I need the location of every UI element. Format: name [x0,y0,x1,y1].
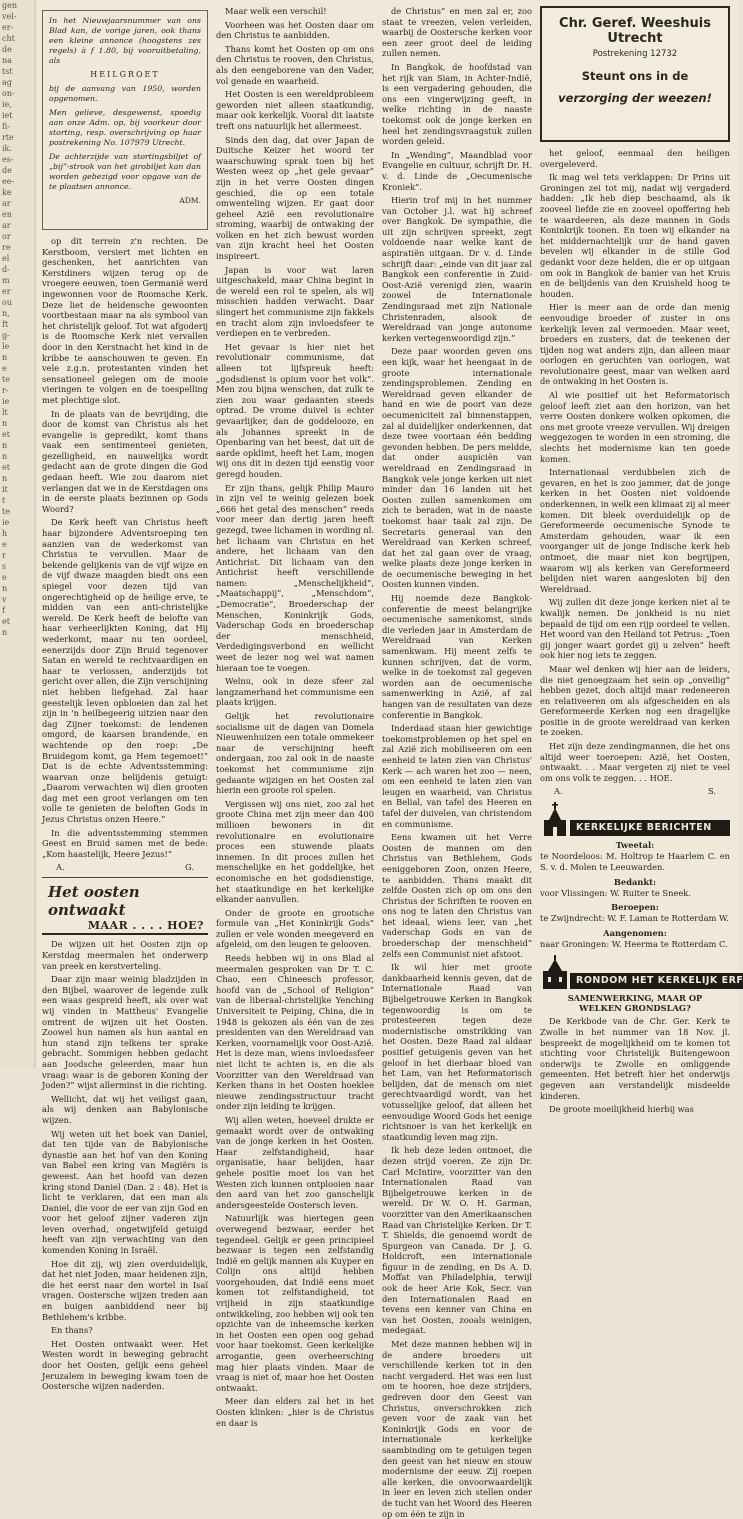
paragraph: Sinds den dag, dat over Japan de Duitsche Keizer het woord ter waarschuwing sprak toen bij het Westen weez op „het gele gevaar” zijn in het verre Oosten dingen geschied, die op een totale omwenteling wijzen. Er gaat door geheel Azië een revolutionaire stroming, waarbij de ontwaking der volken en het zich bewust worden van zijn kracht heel het Oosten inspireert. [216,134,374,262]
paragraph: Wij zullen dit deze jonge kerken niet al te kwalijk nemen. De jonkheid is nu niet bepaald de tijd om een rijp oordeel te vellen. Het woord van den Heiland tot Petrus: „Toen gij jonger waart gordet gij u zelven” heeft ook hier nog iets te zeggen. [540,597,730,661]
edge-fragment: it [2,485,8,494]
edge-fragment: rte [2,133,14,142]
edge-fragment: fi- [2,122,11,131]
paragraph: Het Oosten ontwaakt weer. Het Westen wordt in beweging gebracht door het Oosten, gelijk eens geheel Jeruzalem in beweging kwam toen de Oostersche wijzen naderden. [42,1338,208,1392]
edge-fragment: ie [2,518,10,527]
paragraph: Hij noemde deze Bangkok-conferentie de meest belangrijke oecumenische samenkomst, sinds die verleden jaar in Amsterdam de Wereldraad van Kerken samenkwam. Hij meent zelfs te kunnen schrijven, dat de vorm, welke in de toekomst zal gegeven worden aan de oecumenische samenwerking in Azië, af zal hangen van de resultaten van deze conferentie in Bangkok. [382,593,532,720]
edge-fragment: et [2,463,10,472]
paragraph: Internationaal verdubbelen zich de gevaren, en het is zoo jammer, dat de jonge kerken in het Oosten niet voldoende onderkennen, in welk een klimaat zij al meer komen. Dit bleek overduidelijk op de Gereformeerde oecumenische Synode te Amsterdam gehouden, waar ik een voorganger uit de jonge Indische kerk heb ontmoet, die maar niet kon begrijpen, waarom wij als kerken van Gereformeerd belijden niet waren aangesloten bij den Wereldraad. [540,467,730,594]
edge-fragment: er- [2,23,14,32]
edge-fragment: ik. [2,144,12,153]
paragraph: De Kerk heeft van Christus heeft haar bijzondere Adventsroeping ten aanzien van de wederkomst van Christus te vervullen. Maar de bekende gelijkenis van de vijf wijze en de vijf dwaze maagden biedt ons een spiegel voor dezen tijd van ongerechtigheid op de heilige erve, te midden van een anti-christelijke wereld. De Kerk heeft de belofte van haar verheerlijkten Koning, dat Hij wederkomt, maar nu ten oordeel, eenerzijds door Zijn Bruid tegenover Satan en wereld te rechtvaardigen en haar te verlossen, anderzijds tot gericht over allen, die Zijn verschijning niet hebben liefgehad. Zal haar geestelijk leven opbloeien dan zal het zijn in 'n heilbegeerig uitzien naar den dag Zijner toekomst: de lendenen omgord, de kaarsen brandende, en wachtende op den roep: „De Bruidegom komt, ga Hem tegemoet!” Dat is de echte Adventsstemming: waarvan onze belijdenis getuigt: „Daarom verwachten wij dien grooten dag met een groot verlangen om ten volle te genieten de beloften Gods in Jezus Christus onzen Heere.” [42,517,208,825]
edge-fragment: n [2,353,8,362]
paragraph: Thans komt het Oosten op om ons den Christus te rooven, den Christus, als den eengeborene van den Vader, vol genade en waarheid. [216,43,374,86]
edge-fragment: h [2,529,8,538]
edge-fragment: n [2,584,8,593]
edge-fragment: d- [2,265,10,274]
weeshuis-name: Chr. Geref. Weeshuis [559,16,711,31]
paragraph: Wellicht, dat wij het veiligst gaan, als wij denken aan Babylonische wijzen. [42,1093,208,1125]
edge-fragment: et [2,430,10,439]
advent-signature [42,862,208,872]
paragraph: Ik wil hier met groote dankbaarheid kennis geven, dat de Internationale Raad van Bijbelgetrouwe Kerken in Bangkok tegenwoordig is om te protesteeren tegen deze modernistische omstrikking van het Oosten. Deze Raad zal aldaar positief getuigenis geven van het geloof in het dierbaar bloed van het Lam, van het Reformatorisch belijden, dat de mensch om niet gerechtvaardigd wordt, van het votusselijke geloof, dat alleen het eenvoudige Woord Gods het eenige richtsnoer is van het kerkelijk en staatkundig leven mag zijn. [382,962,532,1142]
edge-fragment: ie [2,397,10,406]
kerkelijke-berichten [540,840,730,949]
paragraph: op dit terrein z'n rechten. De Kerstboom, versiert met lichten en geschenken, het aanrichten van Kerstdiners wijzen terug op de vroegere eeuwen, toen Germanië werd ingewonnen voor de Roomsche Kerk. Deze liet de heidensche gewoonten voortbestaan maar na als symbool van het christelijk geloof. Tot wat afgoderij is de Roomsche Kerk niet vervallen door in den Kerstnacht het kind in de kribbe te aanschouwen te geven. En vele z.g.n. protestanten vinden het sensationeel gelegen om de mooie vieringen te volgen en de toespelling met plechtige slot. [42,236,208,405]
article-title: Het oosten ontwaakt [48,883,140,920]
paragraph: Het zijn deze zendingmannen, die het ons altijd weer toeroepen: Azië, het Oosten, ontwaakt. . . Maar vergeten zij niet te veel om ons volk te zeggen. . . HOE. [540,741,730,783]
weeshuis-city: Utrecht [607,31,663,46]
edge-fragment: iet [2,111,13,120]
paragraph: Hierin trof mij in het nummer van October j.l. wat hij schreef over Bangkok. De sympathie, die uit zijn schrijven spreekt, zegt voldoende naar welke kant de aspiratiën uitgaan. Dr v. d. Linde schrijft daar: „einde van dit jaar zal Bangkok een conferentie in Zuid-Oost-Azië verenigd zien, waarin zoowel de Internationale Zendingsraad met zijn Nationale Christenraden, alsook de Wereldraad van jonge autonome kerken vertegenwoordigd zijn.” [382,195,532,343]
paragraph: In Bangkok, de hoofdstad van het rijk van Siam, in Achter-Indië, is een vergadering gehouden, die ons een vingerwijzing geeft, in welke richting in de naaste toekomst ook de jonge kerken en heel het zendingsvraagstuk zullen worden geleid. [382,61,532,147]
paragraph: de Christus” en men zal er, zoo staat te vreezen, velen verleiden, waarbij de Oostersche kerken voor een zeer groot deel de leiding zullen nemen. [382,6,532,59]
edge-fragment: lt [2,408,8,417]
signature-initial: G. [185,862,194,873]
paragraph: En thans? [51,1325,93,1336]
paragraph: Eens kwamen uit het Verre Oosten de mannen om den Christus van Bethlehem, Gods eeniggeboren Zoon, onzen Heere, te aanbidden. Thans maakt dit zelfde Oosten zich op om ons den Christus der Schriften te rooven en ons nog te laten den Christus van het ideaal, wiens leer, van „het vaderschap Gods en van de broederschap der menschheid” zelfs een Communist niet afstoot. [382,832,532,959]
edge-fragment: vel- [2,12,17,21]
column-2 [216,6,374,1428]
oosten-signature [540,786,730,796]
church-icon [540,955,570,989]
notice-text-3: Men gelieve, desgewenst, spoedig aan onze Adm. op, bij voorkeur door storting, resp. overschrijving op haar postrekening No. 107979 Utrecht. [49,108,201,147]
weeshuis-advertisement [540,6,730,142]
paragraph: Wij weten uit het boek van Daniel, dat ten tijde van de Babylonische dynastie aan het hof van den Koning van Babel een kring van Magiërs is geweest. Aan het hoofd van dezen kring stond Daniel (Dan. 2 : 48). Het is licht te verklaren, dat een man als Daniel, die voor de eer van zijn God en voor het geloof zijner vaderen zijn leven overhad, ongetwijfeld getuigd heeft van zijn verwachting van den komenden Koning in Israël. [42,1128,208,1256]
paragraph: Met deze mannen hebben wij in de andere broeders uit verschillende kerken tot in den nacht vergaderd. Het was een lust om te hooren, hoe deze strijders, gedreven door den Geest van Christus, onverschrokken zich geven voor de zaak van het Koninkrijk Gods en voor de internationale kerkelijke saambinding om te getuigen tegen den geest van het nieuw en stouw modernisme der eeuw. Zij roepen alle kerken, die onvoorwaardelijk in leer en leven zich stellen onder de tucht van het Woord des Heeren op om één te zijn in [382,1339,532,1519]
paragraph: Reeds hebben wij in ons Blad al meermalen gesproken van Dr T. C. Chao, een Chineesch professor, hoofd van de „School of Religion” van de liberaal-christelijke Yenching Universiteit te Peiping, China, die in 1948 is gekozen als één van de zes presidenten van den Wereldraad van Kerken, voornamelijk voor Oost-Azië. Het is deze man, wiens invloedssfeer niet licht te achten is, en die als Voorzitter van den Wereldraad van Kerken thans in het Oosten hoeklee nieuwe zendingsstructuur tracht onder zijn leiding te krijgen. [216,953,374,1112]
headline-line: SAMENWERKING, MAAR OP [567,993,703,1004]
paragraph: Meer dan elders zal het in het Oosten klinken: „hier is de Christus en daar is [216,1396,374,1428]
edge-fragment: n [2,474,8,483]
paragraph: Daar zijn maar weinig bladzijden in den Bijbel, waarover de legende zulk een waas gespreid heeft, als over wat wij vinden in Mattheus' Evangelie omtrent de wijzen uit het Oosten. Zoowel hun namen als hun aantal en hun stand zijn telkens ter sprake gebracht. Sommigen hebben gedacht aan Joodsche geleerden, maar hun vraag: waar is de geboren Koning der Joden?” wijst allerminst in die richting. [42,974,208,1091]
edge-fragment: et [2,617,10,626]
weeshuis-appeal-2: verzorging der weezen! [558,91,712,105]
paragraph: Hoe dit zij, wij zien overduidelijk, dat het niet Joden, maar heidenen zijn, die het eerst naar den wortel in Isaï vragen. Oostersche wijzen treden aan en buigen aanbiddend neer bij Bethlehem's kribbe. [42,1258,208,1322]
heading-beroepen: Beroepen: [611,902,659,913]
column-4 [540,6,743,1115]
edge-fragment: re [2,243,11,252]
headline-line: WELKEN GRONDSLAG? [579,1003,691,1014]
edge-fragment: f [2,606,5,615]
edge-fragment: de [2,45,12,54]
edge-fragment: s [2,562,7,571]
edge-fragment: n, [2,309,10,318]
paragraph: Er zijn thans, gelijk Philip Mauro in zijn vel te weinig gelezen boek „666 het getal des menschen” reeds voor meer dan dertig jaren heeft gezegd, twee lichamen in wording nl. het lichaam van Christus en het andere, het lichaam van den Antichrist. Dit lichaam van den Antichrist heeft verschillende namen: „Menschelijkheid”, „Maatschappij”, „Menschdom”, „Democratie”, Broederschap der Menschen, Koninkrijk Gods, Vaderschap Gods en broederschap der menschheid, Verdedigingsverbond en wellicht weet de lezer nog wel wat namen hieraan toe te voegen. [216,482,374,673]
edge-fragment: or [2,232,11,241]
edge-fragment: ft [2,320,9,329]
entry-tweetal: te Noordeloos: M. Holtrop te Haarlem C. en S. v. d. Molen te Leeuwarden. [540,851,730,873]
annonce-notice-box [42,10,208,230]
notice-text-4: De achterzijde van stortingsbiljet of „bij”-strook van het girobiljet kan dan worden gebezigd voor opgave van de te plaatsen annonce. [49,152,201,191]
edge-fragment: on- [2,89,15,98]
paragraph: Gelijk het revolutionaire socialisme uit de dagen van Domela Nieuwenhuizen een totale ommekeer naar de verschijning heeft ondergaan, zoo zal ook in de naaste toekomst het communisme zijn gedaante wijzigen en het Oosten zal hierin een groote rol spelen. [216,711,374,796]
edge-fragment: v [2,595,7,604]
paragraph: Ik mag wel tets verklappen: Dr Prins uit Groningen zei tot mij, nadat wij vergaderd hadden: „Ik heb diep beschaamd, als ik zooveel liefde zie en zooveel opoffering heb te waardeeren, als deze mannen in Gods Koninkrijk toonen. En toen wij elkander na het middernachtelijk uur de hand gaven bevelen wij elkander in de stille God gedankt voor deze helden, die er op uitgaan om ook in Bangkok de banier van het Kruis en de belijdenis van den Kruisheld hoog te houden. [540,172,730,299]
church-icon [540,802,570,836]
edge-fragment: n [2,452,8,461]
column-3 [382,6,532,1519]
paragraph: Ik heb deze leden ontmoet, die dezen strijd voeren. Ze zijn Dr. Carl McIntire, voorzitter van den Internationalen Raad van Bijbelgetrouwe kerken in de wereld. Dr W. O. H. Garman, voorzitter van den Amerikaanschen Raad van Christelijke Kerken. Dr T. T. Shields, die genoemd wordt de Spurgeon van Canada. Dr J. G. Holdcroft, een internationale figuur in de zending, en Ds A. D. Moffat van Philadelphia, terwijl ook de heer Arie Kok, Secr. van den Internationalen Raad en tevens een kenner van China en van het Oosten, zooals weinigen, medegaat. [382,1145,532,1336]
edge-fragment: e [2,573,7,582]
edge-fragment: ar [2,221,11,230]
heading-bedankt: Bedankt: [613,876,657,887]
paragraph: Maar wel denken wij hier aan de leiders, die niet genoegzaam het sein op „onveilig” hebben gezet, doch altijd maar redeneeren en relativeeren om als afgescheiden en als Gereformeerde Kerken nog een dragelijke positie in de groote wereldraad van kerken te zoeken. [540,663,730,738]
entry-aangenomen: naar Groningen: W. Heerma te Rotterdam C. [540,938,728,949]
advent-article-body [42,236,208,859]
paragraph: Hier is meer aan de orde dan menig eenvoudige broeder of zuster in ons kerkelijk leven zal vermoeden. Maar weet, broeders en zusters, dat de teekenen der tijden nog wat anders zijn, dan alleen maar oorlogen en geruchten van oorlogen, wat revolutionaire geest, maar van welken aard de ontwaking in het Oosten is. [540,302,730,387]
notice-signature: ADM. [179,196,201,205]
article-subtitle: MAAR . . . . HOE? [42,919,208,935]
edge-fragment: r- [2,386,9,395]
edge-fragment: n [2,419,8,428]
page-fold [34,0,37,1068]
paragraph: Voorheen was het Oosten daar om den Christus te aanbidden. [216,19,374,41]
edge-fragment: ou [2,298,12,307]
edge-fragment: el [2,254,10,263]
paragraph: Het gevaar is hier niet het revolutionair communisme, dat alleen tot lijfspreuk heeft: „godsdienst is opium voor het volk”. Men zou bijna wenschen, dat zulk te zien zou waar gedaanten steeds optrad. De vrome duivel is echter gevaarlijker, dan de goddelooze, en als Johannes spreekt in de Openbaring van het beest, dat uit de aarde opklimt, heeft het Lam, mogen wij ons dit in dezen tijd eenstig voor geregd houden. [216,341,374,479]
paragraph: Natuurlijk was hiertegen geen overwegend bezwaar, eerder het tegendeel. Gelijk er geen principieel bezwaar is tegen een zelfstandig Indië en gelijk mannen als Kuyper en Colijn ons altijd hebben voorgehouden, dat Indië eens moet komen tot zelfstandigheid, tot vrijheid in zijn staatkundige ontwikkeling, zoo hebben wij ook ten opzichte van de inheemsche kerken in het Oosten een open oog gehad voor haar toekomst. Geen kerkelijke arrogantie, geen overheersching mag hier plaats vinden. Maar de vraag is niet of, maar hoe het Oosten ontwaakt. [216,1213,374,1393]
paragraph: De Kerkbode van de Chr. Ger. Kerk te Zwolle in het nummer van 18 Nov. jl. bespreekt de mogelijkheid om te komen tot stichting voor Christelijk Buitengewoon onderwijs te Zwolle en omliggende gemeenten. Het betreft hier het onderwijs gegeven aan verstandelijk misdeelde kinderen. [540,1016,730,1101]
notice-text-2: bij de aanvang van 1950, worden opgenomen. [49,84,201,103]
column-1 [42,6,208,1392]
edge-fragment: de [2,166,12,175]
rondom-headline [540,993,730,1013]
edge-fragment: ke [2,188,12,197]
edge-fragment: r [2,551,6,560]
paragraph: Deze paar woorden geven ons een kijk, waar het heengaat in de groote internationale zendingsproblemen. Zending en Wereldraad geven elkander de hand en wie de poort van deze oecumeniciteit zal binnenstappen, zal al duidelijker onderkennen, dat deze twee voortaan één bedding gevonden hebben. De pers meldde, dat onder auspiciën van wereldraad en Zendingsraad in Bangkok vele jonge kerken uit niet minder dan 16 landen uit het Oosten zullen samenkomen om zich te beraden, wat in de naaste toekomst haar taak zal zijn. De Secretaris generaal van den Wereldraad van Kerken schreef, dat het zal gaan over de vraag, welke plaats deze jonge kerken in de oecumenische beweging in het Oosten kunnen vinden. [382,346,532,590]
banner-label: RONDOM HET KERKELIJK ERF [570,973,743,989]
paragraph: Het Oosten is een wereldprobleem geworden niet alleen staatkundig, maar ook kerkelijk. Vooral dit laatste treft ons natuurlijk het allermeest. [216,89,374,131]
paragraph: In de plaats van de bevrijding, die door de komst van Christus als het evangelie is gepredikt, komt thans vaak een sentimenteel genieten, gezelligheid, en nauwelijks wordt gedacht aan de grote dingen die God gedaan heeft. Wie zou daarom niet verlangen dat we in de Kerstdagen ons in de eerste plaats bezinnen op Gods Woord? [42,408,208,514]
edge-fragment: en [2,210,12,219]
edge-fragment: ee- [2,177,15,186]
notice-text-1: In het Nieuwjaarsnummer van ons Blad kan, de vorige jaren, ook thans een kleine annonce (hoogstens zes regels) à f 1.80, bij vooruitbetaling, als [49,16,201,65]
edge-fragment: g- [2,331,10,340]
paragraph: Onder de groote en grootsche formule van „Het Koninkrijk Gods” zullen er vele wonden meegeverd en afgeleid, om den leugen te gelooven. [216,907,374,950]
edge-fragment: n [2,628,8,637]
edge-fragment: er [2,287,11,296]
paragraph: Inderdaad staan hier gewichtige toekomstproblemen op het spel en zal Azië zich mobiliseeren om een eenheid te laten zien van Christus' Kerk — ach waren het zoo — neen, om een eenheid te laten zien van leugen en waarheid, van Christus en Belial, van tafel des Heeren en tafel der duivelen, van christendom en communisme. [382,723,532,829]
entry-bedankt: voor Vlissingen: W. Ruiter te Sneek. [540,887,691,898]
edge-fragment: m [2,276,10,285]
paragraph: Japan is voor wat laren uitgeschakeld, maar China begint in de wereld een rol te spelen, als wij misschien hadden verwacht. Daar slingert het communisme zijn fakkels en tracht alom zijn invloedsfeer te verdiepen en te verbreden. [216,264,374,339]
paragraph: het geloof, eenmaal den heiligen overgeleverd. [540,148,730,169]
signature-initial: A. [554,786,563,797]
edge-fragment: e [2,364,7,373]
edge-fragment: ar [2,199,11,208]
edge-fragment: gen [2,1,18,10]
signature-initial: A. [56,862,65,873]
edge-fragment: na [2,56,12,65]
heading-aangenomen: Aangenomen: [603,927,667,938]
weeshuis-postrekening: Postrekening 12732 [592,49,678,59]
paragraph: De groote moeilijkheid hierbij was [549,1104,694,1115]
notice-heilgroet: HEILGROET [90,70,160,79]
paragraph: In „Wending”, Maandblad voor Evangelie en cultuur, schrijft Dr. H. v. d. Linde de „Oecumenische Kroniek”. [382,149,532,192]
paragraph: Al wie positief uit het Reformatorisch geloof leeft ziet aan den horizon, van het verre Oosten donkere wolken opkomen, die ons met groote vreeze vervullen. Wij dreigen weggezogen te worden in een stroming, die slechts het modernisme kan ten goede komen. [540,390,730,464]
edge-fragment: te [2,375,10,384]
edge-fragment: te [2,507,10,516]
edge-fragment: n [2,441,8,450]
edge-fragment: e [2,540,7,549]
paragraph: Maar welk een verschil! [225,6,327,16]
paragraph: Vergissen wij ons niet, zoo zal het groote China met zijn meer dan 400 millioen bewoners in dit revolutionaire en evolutionaire proces een stuwende plaats innemen. In dit proces zullen het menschelijke en het goddelijke, het economische en het godsdienstige, het staatkundige en het kerkelijke elkander aanvullen. [216,798,374,905]
banner-label: KERKELIJKE BERICHTEN [570,820,730,836]
weeshuis-appeal: Steunt ons in de [581,69,689,83]
heading-tweetal: Tweetal: [615,840,655,851]
edge-fragment: es- [2,155,14,164]
paragraph: Wij allen weten, hoeveel drukte er gemaakt wordt over de ontwaking van de jonge kerken in het Oosten. Haar zelfstandigheid, haar organisatie, haar belijden, haar gehele positie moet los van het Westen zich kunnen ontplooien naar den aard van het zoo ganschelijk andersgeestelde Oostersch leven. [216,1114,374,1210]
signature-initial: S. [707,786,716,797]
paragraph: In die adventsstemming stemmen Geest en Bruid samen met de bede: „Kom haastelijk, Heere Jezus!” [42,827,208,859]
entry-beroepen: te Zwijndrecht: W. F. Laman te Rotterdam W. [540,913,729,924]
edge-fragment: tst [2,67,13,76]
paragraph: Welnu, ook in deze sfeer zal langzamerhand het communisme een plaats krijgen. [216,676,374,708]
adjacent-page-edge [0,0,35,1068]
edge-fragment: ie, [2,100,12,109]
edge-fragment: le [2,342,10,351]
divider [42,877,208,878]
edge-fragment: cht [2,34,15,43]
paragraph: De wijzen uit het Oosten zijn op Kerstdag meermalen het onderwerp van preek en kerstverteling. [42,939,208,971]
edge-fragment: t [2,496,6,505]
oosten-article-body [42,939,208,1391]
kerkelijke-berichten-banner [540,802,730,836]
rondom-banner [540,955,743,989]
edge-fragment: ag [2,78,12,87]
